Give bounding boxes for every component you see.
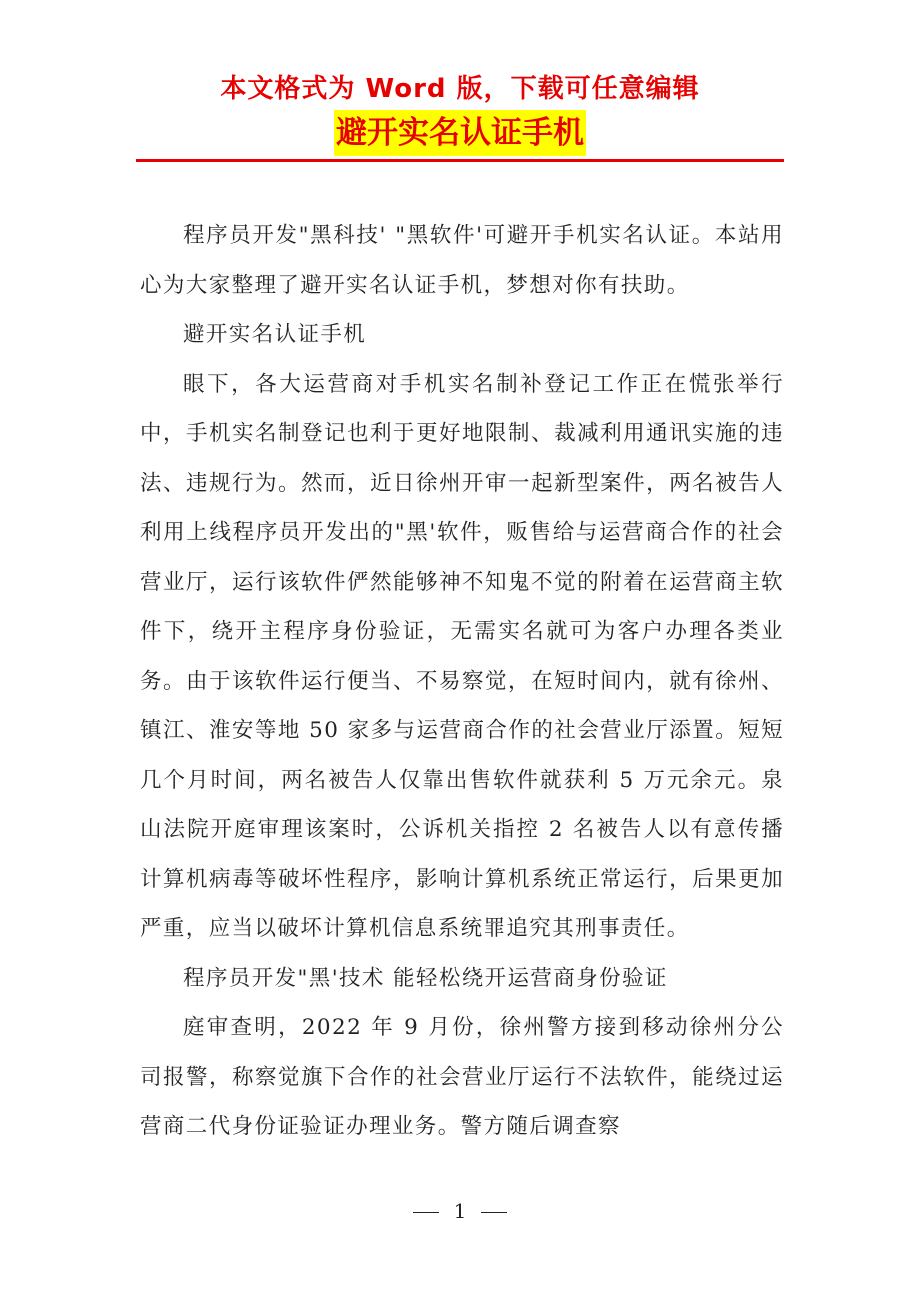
section-heading: 程序员开发"黑'技术 能轻松绕开运营商身份验证 — [183, 965, 668, 991]
format-banner: 本文格式为 Word 版，下载可任意编辑 — [220, 74, 700, 104]
footer-dash-left — [413, 1212, 439, 1213]
section-heading: 避开实名认证手机 — [183, 322, 367, 347]
body-paragraph: 眼下，各大运营商对手机实名制补登记工作正在慌张举行中，手机实名制登记也利于更好地限制、裁减利用通讯实施的违法、违规行为。然而，近日徐州开审一起新型案件，两名被告人利用上线程序员开发出的"黑'软件，贩售给与运营商合作的社会营业厅，运行该软件俨然能够神不知鬼不觉的附着在运营商主软件下，绕开主程序身份验证，无需实名就可为客户办理各类业务。由于该软件运行便当、不易察觉，在短时间内，就有徐州、镇江、淮安等地 50 家多与运营商合作的社会营业厅添置。短短几个月时间，两名被告人仅靠出售软件就获利 5 万元余元。泉山法院开庭审理该案时，公诉机关指控 2 名被告人以有意传播计算机病毒等破坏性程序，影响计算机系统正常运行，后果更加严重，应当以破坏计算机信息系统罪追究其刑事责任。 — [140, 371, 784, 941]
page-number: 1 — [453, 1199, 467, 1223]
footer-dash-right — [481, 1212, 507, 1213]
header-divider — [136, 159, 784, 162]
document-title: 避开实名认证手机 — [334, 110, 586, 156]
page-footer — [0, 1199, 920, 1223]
body-paragraph: 庭审查明，2022 年 9 月份，徐州警方接到移动徐州分公司报警，称察觉旗下合作的社会营业厅运行不法软件，能绕过运营商二代身份证验证办理业务。警方随后调查察 — [140, 1015, 784, 1139]
title-container — [0, 110, 920, 156]
intro-paragraph: 程序员开发"黑科技' "黑软件'可避开手机实名认证。本站用心为大家整理了避开实名认证手机，梦想对你有扶助。 — [140, 223, 784, 298]
document-body — [140, 211, 784, 1152]
